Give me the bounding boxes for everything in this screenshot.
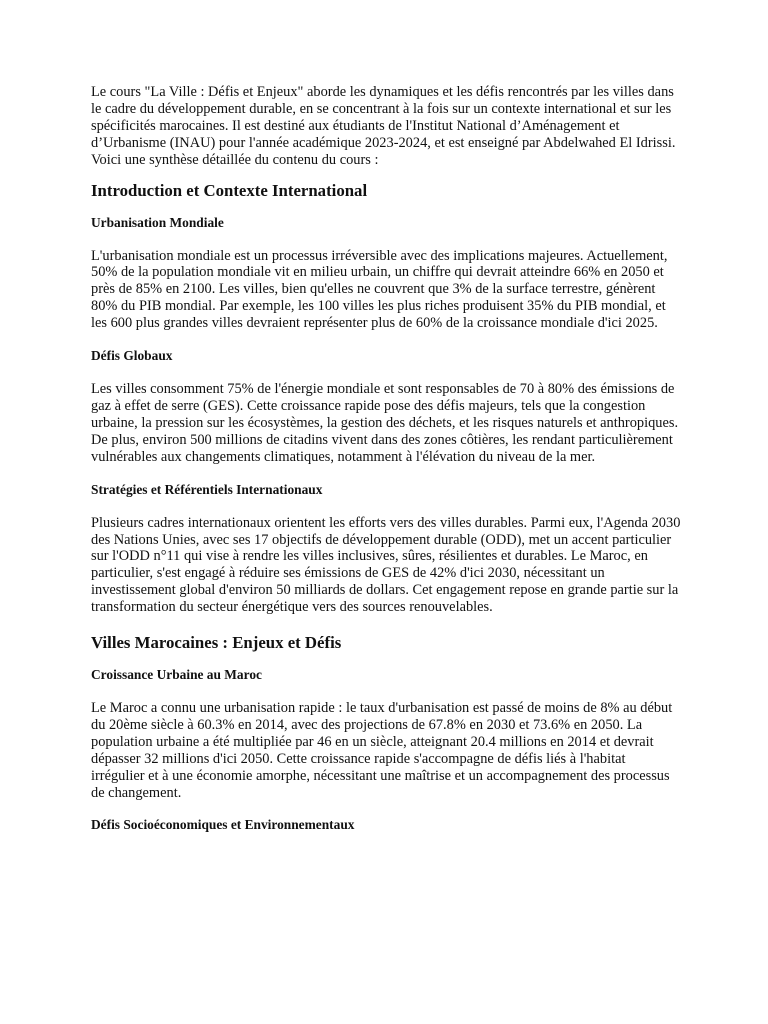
intro-paragraph: Le cours "La Ville : Défis et Enjeux" aborde les dynamiques et les défis rencontrés par les villes dans le cadre du développement durable, en se concentrant à la fois sur un contexte international et sur les spécificités marocaines. Il est destiné aux étudiants de l'Institut National d’Aménagement et d’Urbanisme (INAU) pour l'année académique 2023-2024, et est enseigné par Abdelwahed El Idrissi. Voici une synthèse détaillée du contenu du cours :	[91, 84, 676, 168]
section-title-villes-marocaines: Villes Marocaines : Enjeux et Défis	[91, 633, 342, 653]
subsection-title-defis-globaux: Défis Globaux	[91, 348, 173, 364]
subsection-title-croissance-maroc: Croissance Urbaine au Maroc	[91, 667, 262, 683]
paragraph-defis-globaux: Les villes consomment 75% de l'énergie mondiale et sont responsables de 70 à 80% des émissions de gaz à effet de serre (GES). Cette croissance rapide pose des défis majeurs, tels que la congestion urbaine, la pression sur les écosystèmes, la gestion des déchets, et les risques naturels et anthropiques. De plus, environ 500 millions de citadins vivent dans des zones côtières, les rendant particulièrement vulnérables aux changements climatiques, notamment à l'élévation du niveau de la mer.	[91, 381, 679, 465]
subsection-title-strategies: Stratégies et Référentiels Internationaux	[91, 481, 323, 497]
section-title-international: Introduction et Contexte International	[91, 180, 368, 200]
paragraph-strategies: Plusieurs cadres internationaux orientent les efforts vers des villes durables. Parmi eux, l'Agenda 2030 des Nations Unies, avec ses 17 objectifs de développement durable (ODD), met un accent particulier sur l'ODD n°11 qui vise à rendre les villes inclusives, sûres, résilientes et durables. Le Maroc, en particulier, s'est engagé à réduire ses émissions de GES de 42% d'ici 2030, nécessitant un investissement global d'environ 50 milliards de dollars. Cet engagement repose en grande partie sur la transformation du secteur énergétique vers des sources renouvelables.	[91, 514, 681, 616]
paragraph-croissance-maroc: Le Maroc a connu une urbanisation rapide : le taux d'urbanisation est passé de moins de 8% au début du 20ème siècle à 60.3% en 2014, avec des projections de 67.8% en 2030 et 73.6% en 2050. La population urbaine a été multipliée par 46 en un siècle, atteignant 20.4 millions en 2014 et devrait dépasser 32 millions d'ici 2050. Cette croissance rapide s'accompagne de défis liés à l'habitat irrégulier et à une économie amorphe, nécessitant une maîtrise et un accompagnement des processus de changement.	[91, 700, 673, 801]
subsection-title-defis-socioeconomiques: Défis Socioéconomiques et Environnementaux	[91, 817, 355, 833]
paragraph-urbanisation-mondiale: L'urbanisation mondiale est un processus irréversible avec des implications majeures. Actuellement, 50% de la population mondiale vit en milieu urbain, un chiffre qui devrait atteindre 66% en 2050 et près de 85% en 2100. Les villes, bien qu'elles ne couvrent que 3% de la surface terrestre, génèrent 80% du PIB mondial. Par exemple, les 100 villes les plus riches produisent 35% du PIB mondial, et les 600 plus grandes villes devraient représenter plus de 60% de la croissance mondiale d'ici 2025.	[91, 247, 668, 332]
document-page	[91, 84, 681, 833]
subsection-title-urbanisation-mondiale: Urbanisation Mondiale	[91, 214, 224, 230]
